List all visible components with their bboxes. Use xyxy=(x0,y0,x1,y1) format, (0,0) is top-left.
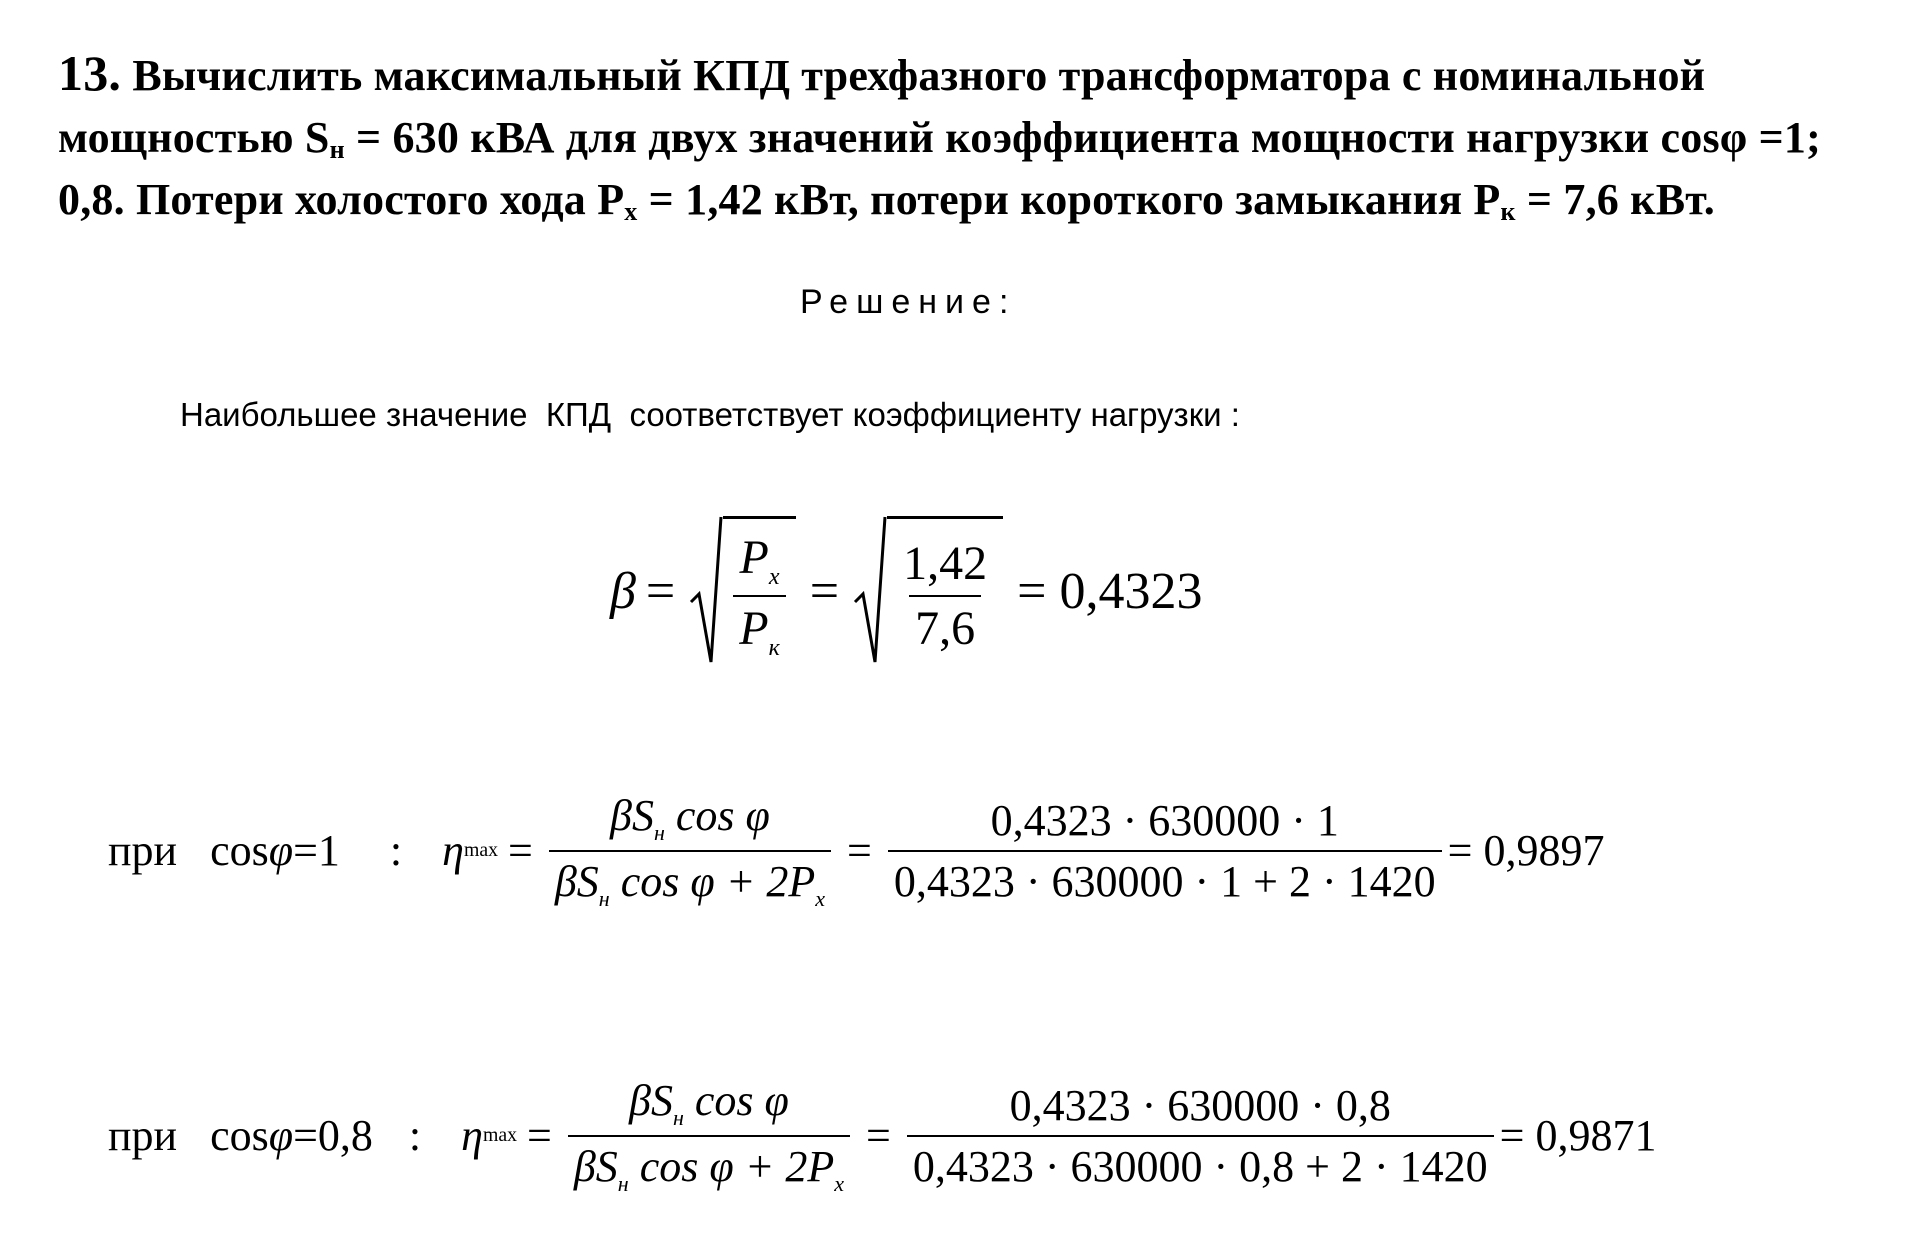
sqrt-symbolic xyxy=(689,516,796,666)
equals-sign-2: = xyxy=(809,562,840,620)
problem-line-3-part-c: = 7,6 кВт. xyxy=(1515,175,1715,224)
equals-sign-2: = xyxy=(847,826,872,876)
label-cos: cos xyxy=(210,1111,269,1161)
eta-result: = 0,9871 xyxy=(1499,1111,1657,1161)
numeric-numerator: 0,4323 · 630000 · 1 xyxy=(990,795,1339,845)
label-pri: при xyxy=(108,1111,178,1161)
label-value: =0,8 xyxy=(293,1111,373,1161)
symbolic-denominator-sub-2: x xyxy=(815,885,826,911)
symbolic-denominator-sub: н xyxy=(617,1170,629,1196)
symbolic-numerator-rest: cos φ xyxy=(683,1076,789,1125)
fraction-numeric xyxy=(897,536,993,656)
numeric-denominator: 0,4323 · 630000 · 1 + 2 · 1420 xyxy=(888,850,1442,907)
denominator-subscript: к xyxy=(768,634,780,661)
label-cos: cos xyxy=(210,826,269,876)
beta-symbol: β xyxy=(610,562,636,620)
numeric-denominator: 0,4323 · 630000 · 0,8 + 2 · 1420 xyxy=(907,1135,1494,1192)
equals-sign-2: = xyxy=(866,1111,891,1161)
radical-sign-icon xyxy=(853,516,887,666)
problem-line-3-part-a: 0,8. Потери холостого хода P xyxy=(58,175,625,224)
beta-equation xyxy=(610,516,1212,666)
intro-text: Наибольшее значение КПД соответствует коэффициенту нагрузки : xyxy=(180,396,1240,433)
symbolic-numerator: βS xyxy=(610,791,654,840)
numeric-fraction xyxy=(888,795,1442,907)
label-pri: при xyxy=(108,826,178,876)
symbolic-denominator: βS xyxy=(573,1141,618,1191)
equals-sign: = xyxy=(508,826,533,876)
symbolic-fraction xyxy=(549,790,831,912)
eta-symbol: η xyxy=(442,826,464,876)
eta-equation-case-2 xyxy=(108,1075,1656,1197)
symbolic-fraction xyxy=(568,1075,850,1197)
symbolic-numerator: βS xyxy=(629,1076,673,1125)
numeric-fraction xyxy=(907,1080,1494,1192)
symbolic-denominator-rest: cos φ + 2P xyxy=(628,1141,835,1191)
sqrt-numeric xyxy=(853,516,1003,666)
equals-sign: = xyxy=(527,1111,552,1161)
fraction-px-pk xyxy=(733,530,786,662)
problem-line-2-part-b: = 630 кВА для двух значений коэффициента мощности нагрузки cosφ =1; xyxy=(344,113,1821,162)
problem-line-2 xyxy=(58,107,1908,169)
eta-result: = 0,9897 xyxy=(1447,826,1605,876)
problem-line-1 xyxy=(58,42,1908,107)
problem-line-3 xyxy=(58,169,1908,231)
eta-symbol: η xyxy=(461,1111,483,1161)
label-phi: φ xyxy=(268,826,294,876)
fraction-denominator: P xyxy=(739,601,769,655)
fraction-numerator: P xyxy=(739,530,769,584)
colon: : xyxy=(389,826,403,876)
eta-equation-case-1 xyxy=(108,790,1604,912)
problem-line-3-sub-1: x xyxy=(624,197,638,226)
problem-statement xyxy=(58,42,1908,231)
eta-subscript: max xyxy=(482,1124,518,1147)
solution-heading: Решение: xyxy=(800,283,1017,321)
problem-line-3-part-b: = 1,42 кВт, потери короткого замыкания P xyxy=(637,175,1501,224)
symbolic-numerator-sub: н xyxy=(672,1104,684,1130)
symbolic-denominator-rest: cos φ + 2P xyxy=(609,856,816,906)
problem-line-2-sub: н xyxy=(329,135,345,164)
symbolic-denominator: βS xyxy=(554,856,599,906)
problem-line-2-part-a: мощностью S xyxy=(58,113,330,162)
symbolic-numerator-rest: cos φ xyxy=(664,791,770,840)
numeric-denominator: 7,6 xyxy=(909,595,981,656)
numeric-numerator: 1,42 xyxy=(903,536,988,590)
numerator-subscript: x xyxy=(768,563,780,590)
problem-number: 13. xyxy=(58,45,122,101)
symbolic-numerator-sub: н xyxy=(653,819,665,845)
label-value: =1 xyxy=(293,826,340,876)
eta-subscript: max xyxy=(463,839,499,862)
problem-line-1-text: Вычислить максимальный КПД трехфазного трансформатора с номинальной xyxy=(132,51,1706,100)
symbolic-denominator-sub: н xyxy=(598,885,610,911)
case-label xyxy=(108,825,340,876)
label-phi: φ xyxy=(268,1111,294,1161)
colon: : xyxy=(408,1111,422,1161)
radical-sign-icon xyxy=(689,516,723,666)
case-label xyxy=(108,1110,373,1161)
problem-line-3-sub-2: к xyxy=(1500,197,1516,226)
symbolic-denominator-sub-2: x xyxy=(834,1170,845,1196)
beta-result: = 0,4323 xyxy=(1017,562,1203,620)
equals-sign: = xyxy=(645,562,676,620)
numeric-numerator: 0,4323 · 630000 · 0,8 xyxy=(1009,1080,1391,1130)
